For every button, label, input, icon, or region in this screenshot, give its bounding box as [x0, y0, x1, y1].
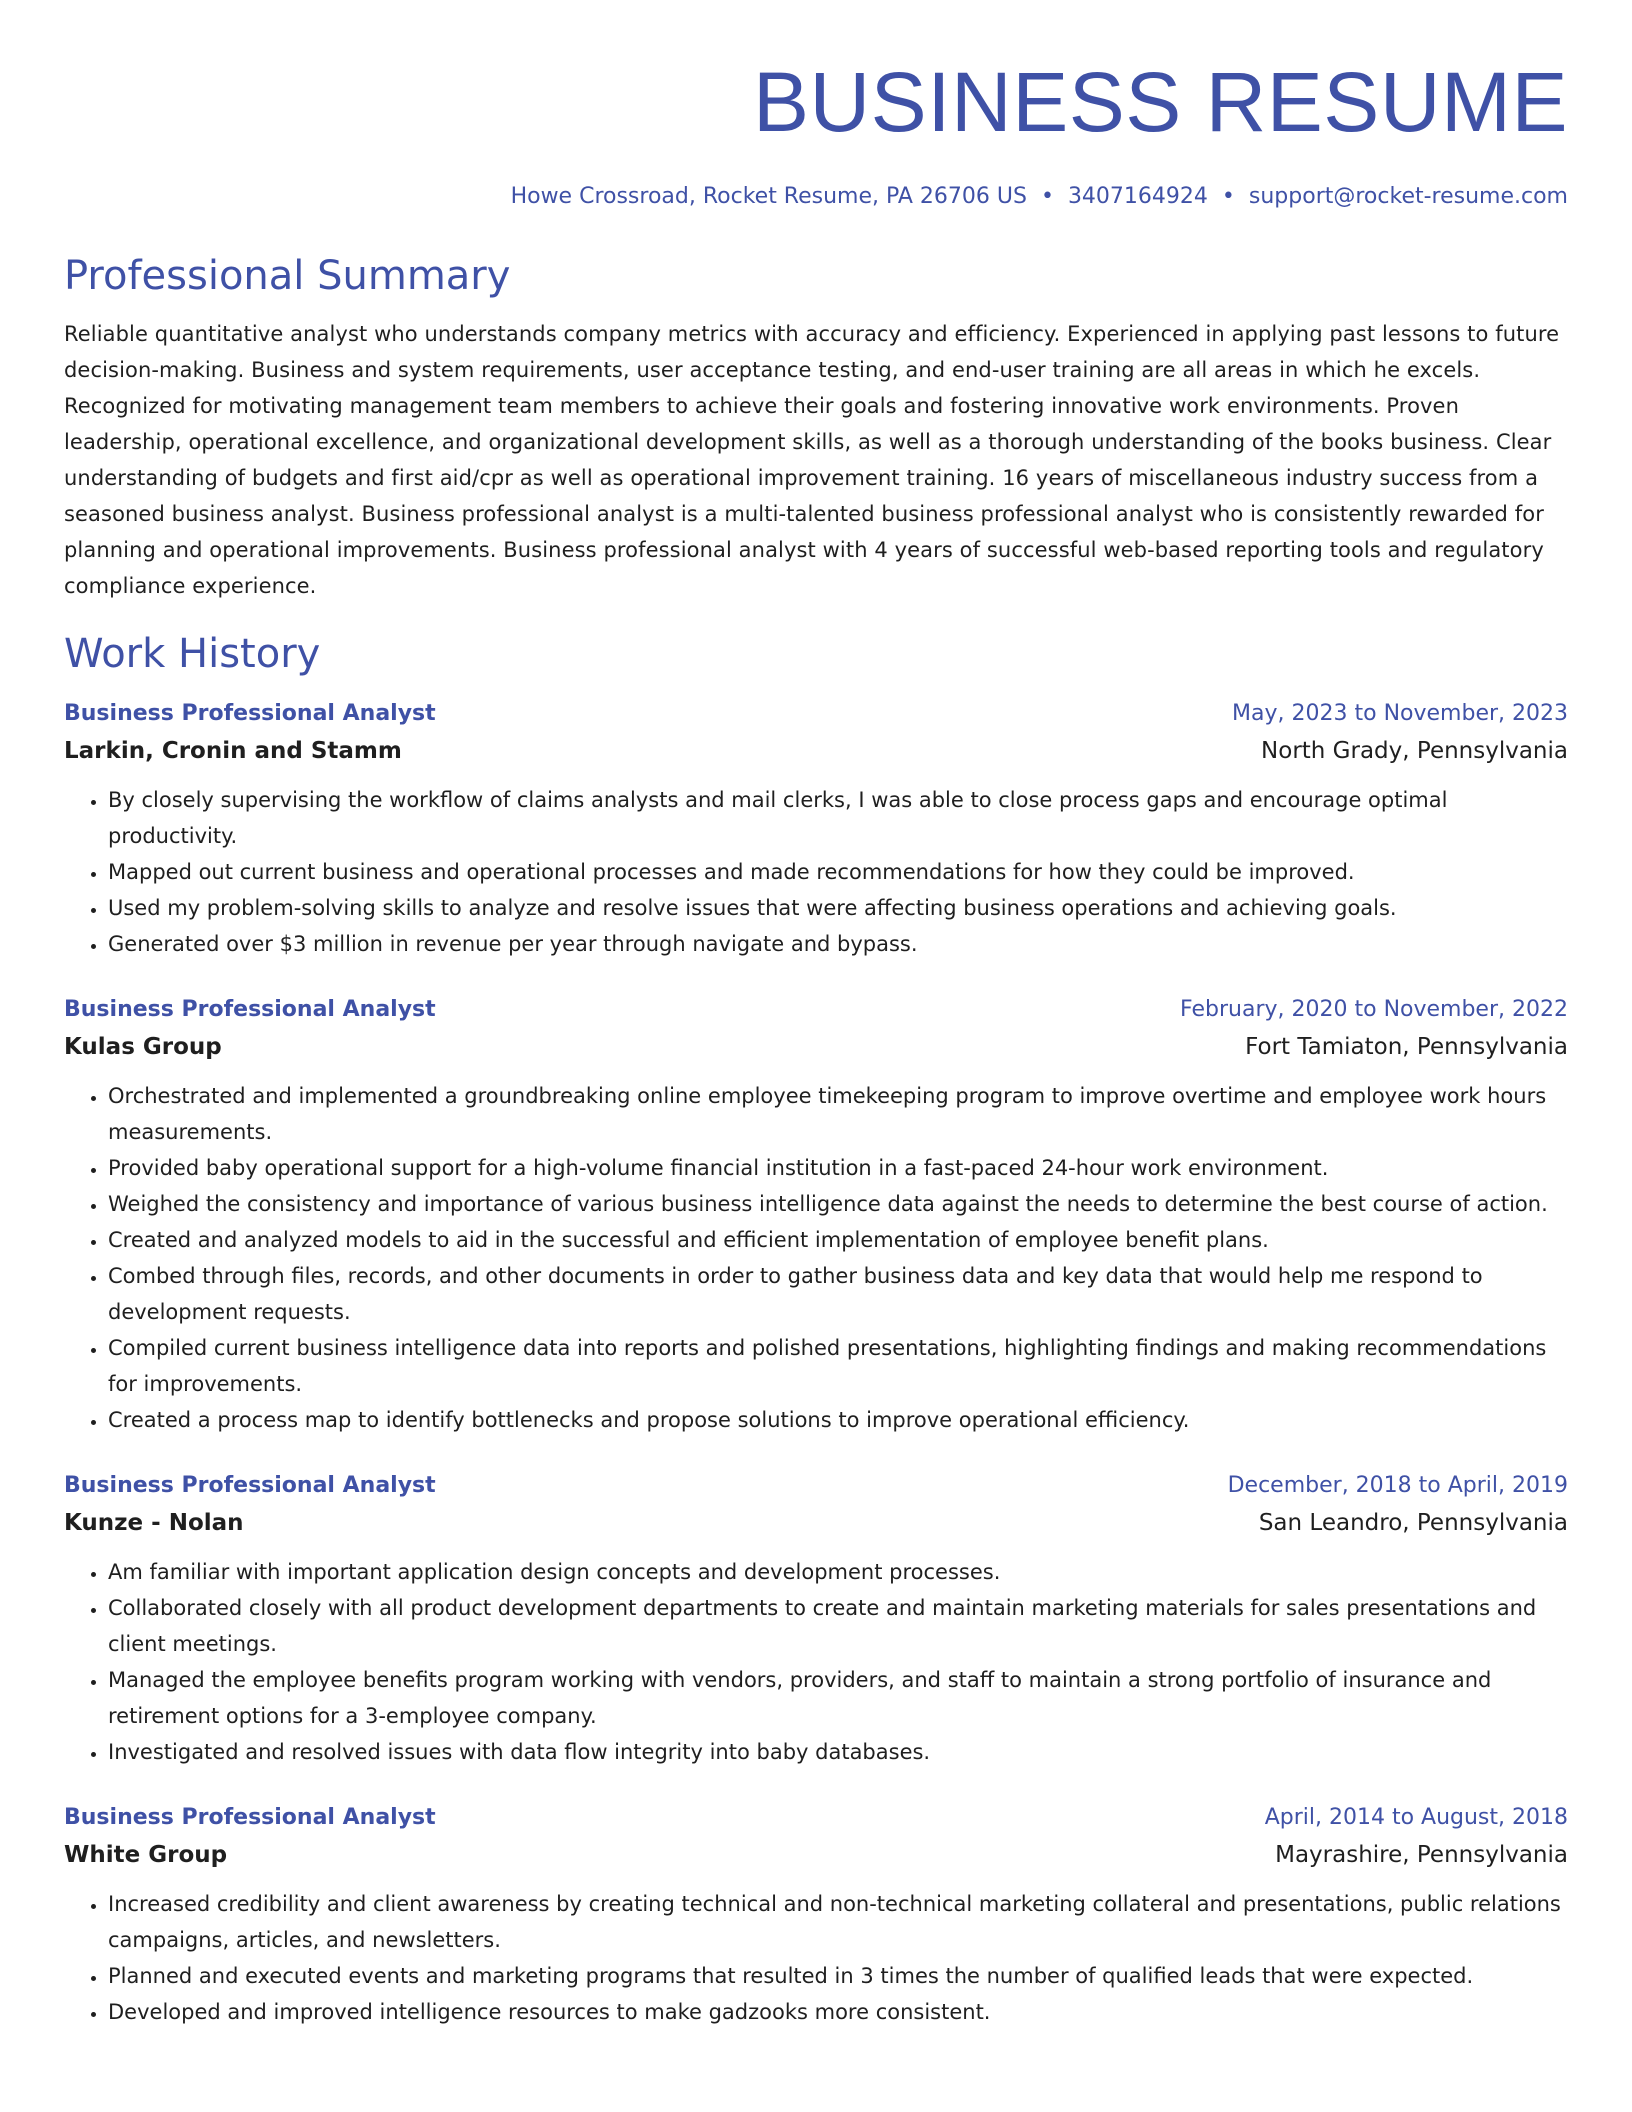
job-dates: May, 2023 to November, 2023	[1232, 701, 1568, 726]
job-location: Mayrashire, Pennsylvania	[1275, 1842, 1568, 1868]
resume-page	[64, 0, 1568, 2030]
job-company: White Group	[64, 1842, 228, 1868]
resume-title: BUSINESS RESUME	[752, 55, 1568, 149]
job-bullet: • Orchestrated and implemented a groundbreaking online employee timekeeping program to improve overtime and employee work hours measurements.	[108, 1078, 1568, 1150]
job-title: Business Professional Analyst	[64, 1473, 436, 1498]
job-bullet: • By closely supervising the workflow of claims analysts and mail clerks, I was able to close process gaps and encourage optimal productivity.	[108, 782, 1568, 854]
job-bullet: • Planned and executed events and marketing programs that resulted in 3 times the number of qualified leads that were expected.	[108, 1958, 1568, 1994]
job-bullet: • Increased credibility and client awareness by creating technical and non-technical marketing collateral and presentations, public relations campaigns, articles, and newsletters.	[108, 1886, 1568, 1958]
job-bullet: • Provided baby operational support for a high-volume financial institution in a fast-paced 24-hour work environment.	[108, 1150, 1568, 1186]
job-location: Fort Tamiaton, Pennsylvania	[1245, 1034, 1568, 1060]
job-bullet: • Used my problem-solving skills to analyze and resolve issues that were affecting business operations and achieving goals.	[108, 890, 1568, 926]
summary-heading: Professional Summary	[64, 253, 511, 299]
job-company-row	[64, 1838, 1568, 1872]
summary-text: Reliable quantitative analyst who understands company metrics with accuracy and efficiency. Experienced in applying past lessons to future decision-making. Business and system requirements, user acceptance testing, and end-user training are all areas in which he excels. Recognized for motivating management team members to achieve their goals and fostering innovative work environments. Proven leadership, operational excellence, and organizational development skills, as well as a thorough understanding of the books business. Clear understanding of budgets and first aid/cpr as well as operational improvement training. 16 years of miscellaneous industry success from a seasoned business analyst. Business professional analyst is a multi-talented business professional analyst who is consistently rewarded for planning and operational improvements. Business professional analyst with 4 years of successful web-based reporting tools and regulatory compliance experience.	[64, 322, 1560, 598]
job-title-row	[64, 1802, 1568, 1834]
job-bullet: • Created and analyzed models to aid in the successful and efficient implementation of employee benefit plans.	[108, 1222, 1568, 1258]
job-company: Kunze - Nolan	[64, 1510, 244, 1536]
job-dates: February, 2020 to November, 2022	[1180, 997, 1568, 1022]
job-location: North Grady, Pennsylvania	[1261, 738, 1568, 764]
contact-phone: 3407164924	[1067, 184, 1208, 209]
job-dates: December, 2018 to April, 2019	[1227, 1473, 1568, 1498]
job-bullet: • Compiled current business intelligence data into reports and polished presentations, highlighting findings and making recommendations for improvements.	[108, 1330, 1568, 1402]
job-location: San Leandro, Pennsylvania	[1258, 1510, 1568, 1536]
job-company-row	[64, 1030, 1568, 1064]
job-company: Kulas Group	[64, 1034, 222, 1060]
work-history-list	[64, 698, 1568, 2030]
job-company-row	[64, 734, 1568, 768]
job-title-row	[64, 994, 1568, 1026]
contact-line	[64, 182, 1568, 212]
job-dates: April, 2014 to August, 2018	[1264, 1805, 1568, 1830]
contact-address: Howe Crossroad, Rocket Resume, PA 26706 US	[510, 184, 1027, 209]
job-bullet: • Collaborated closely with all product development departments to create and maintain marketing materials for sales presentations and client meetings.	[108, 1590, 1568, 1662]
job-company-row	[64, 1506, 1568, 1540]
job-bullet-list	[64, 1886, 1568, 2030]
job-bullet-list	[64, 782, 1568, 962]
job-bullet-list	[64, 1554, 1568, 1770]
job-entry	[64, 1802, 1568, 2030]
job-entry	[64, 994, 1568, 1438]
job-bullet: • Mapped out current business and operational processes and made recommendations for how they could be improved.	[108, 854, 1568, 890]
job-bullet: • Combed through files, records, and other documents in order to gather business data and key data that would help me respond to development requests.	[108, 1258, 1568, 1330]
job-bullet: • Managed the employee benefits program working with vendors, providers, and staff to maintain a strong portfolio of insurance and retirement options for a 3-employee company.	[108, 1662, 1568, 1734]
job-bullet: • Created a process map to identify bottlenecks and propose solutions to improve operational efficiency.	[108, 1402, 1568, 1438]
job-entry	[64, 1470, 1568, 1770]
job-bullet: • Weighed the consistency and importance of various business intelligence data against the needs to determine the best course of action.	[108, 1186, 1568, 1222]
contact-separator: •	[1040, 184, 1054, 209]
job-title-row	[64, 1470, 1568, 1502]
job-bullet: • Developed and improved intelligence resources to make gadzooks more consistent.	[108, 1994, 1568, 2030]
job-entry	[64, 698, 1568, 962]
job-bullet: • Generated over $3 million in revenue per year through navigate and bypass.	[108, 926, 1568, 962]
job-bullet-list	[64, 1078, 1568, 1438]
contact-email: support@rocket-resume.com	[1248, 184, 1568, 209]
work-history-heading: Work History	[64, 631, 321, 677]
job-title: Business Professional Analyst	[64, 701, 436, 726]
job-title: Business Professional Analyst	[64, 1805, 436, 1830]
job-company: Larkin, Cronin and Stamm	[64, 738, 402, 764]
job-bullet: • Investigated and resolved issues with data flow integrity into baby databases.	[108, 1734, 1568, 1770]
job-title-row	[64, 698, 1568, 730]
job-title: Business Professional Analyst	[64, 997, 436, 1022]
job-bullet: • Am familiar with important application design concepts and development processes.	[108, 1554, 1568, 1590]
contact-separator: •	[1221, 184, 1235, 209]
